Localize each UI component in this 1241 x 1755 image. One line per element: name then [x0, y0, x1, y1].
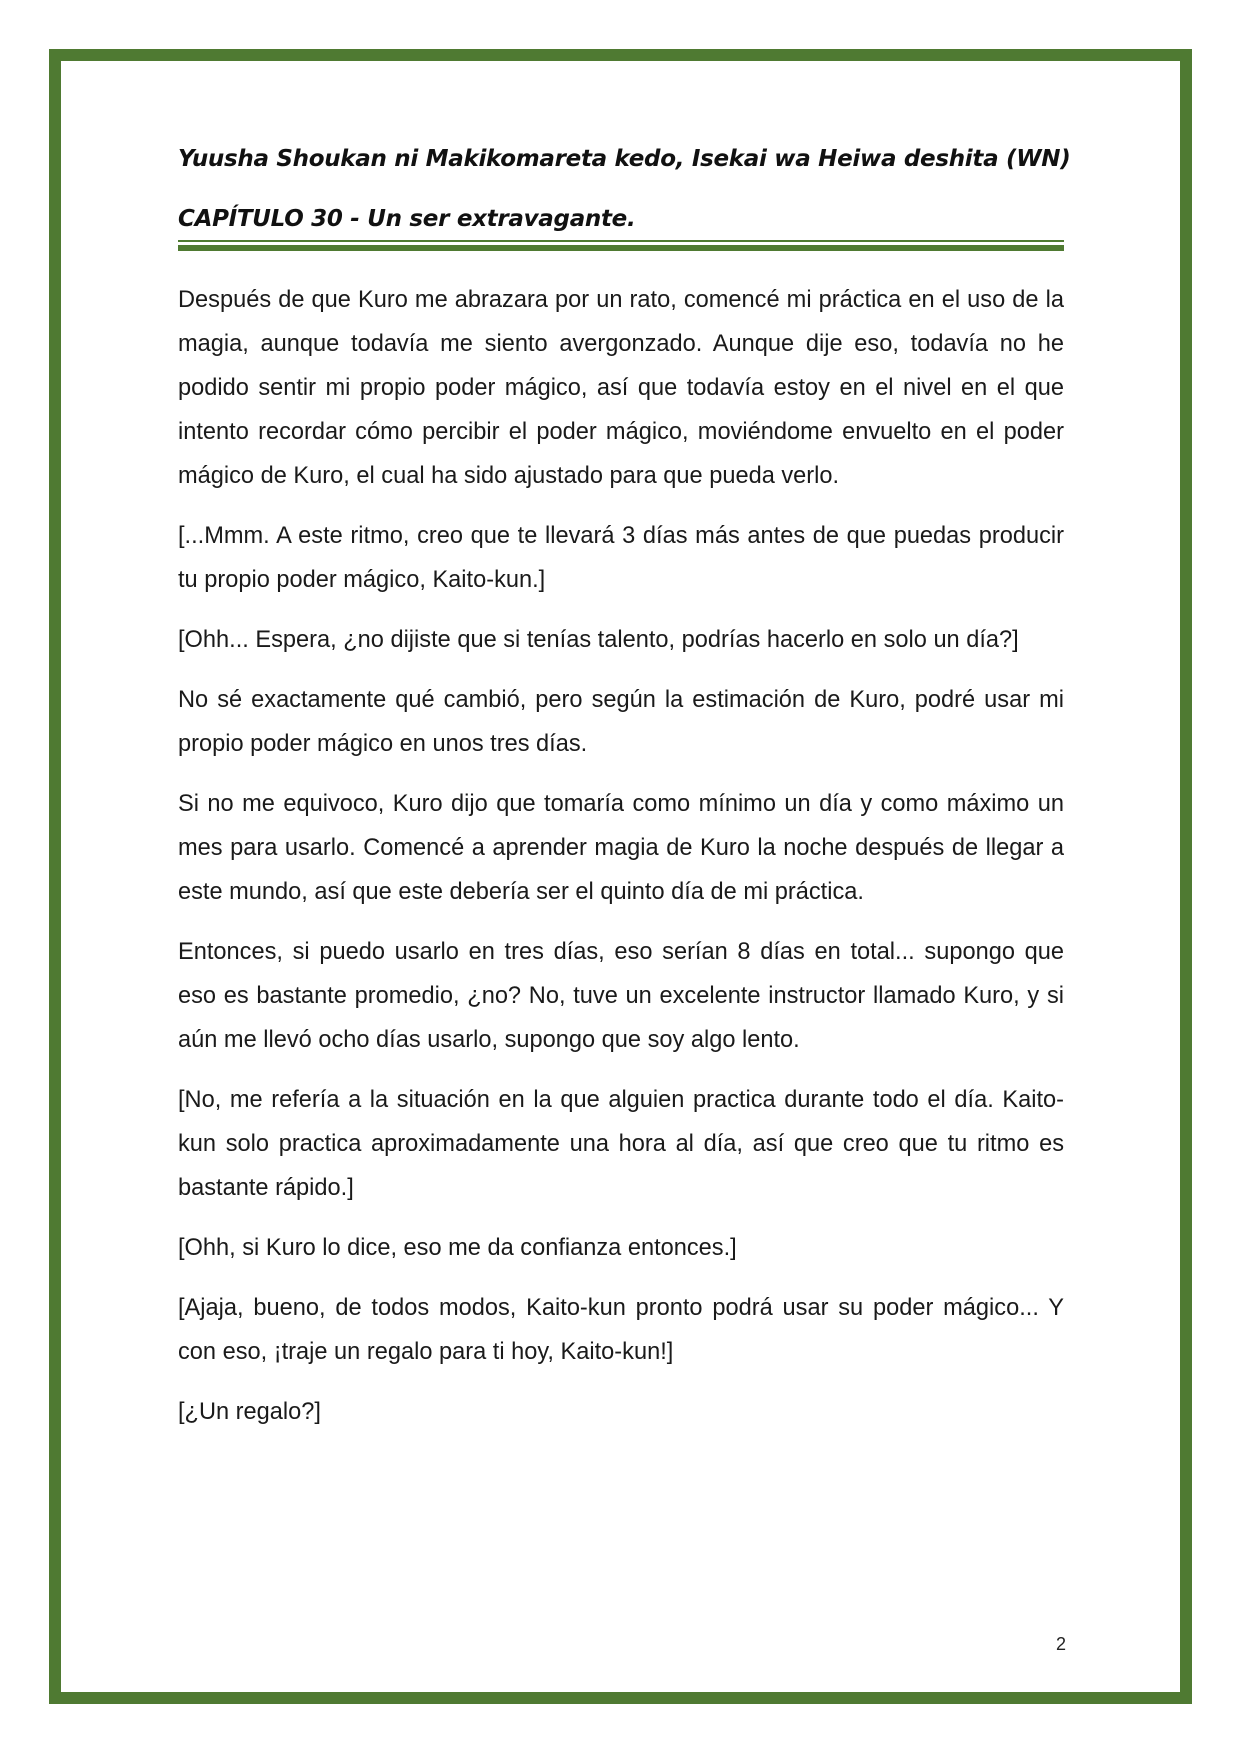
- paragraph-4: No sé exactamente qué cambió, pero según la estimación de Kuro, podré usar mi propio poder mágico en unos tres días.: [178, 687, 1064, 757]
- paragraph-6: Entonces, si puedo usarlo en tres días, eso serían 8 días en total... supongo que eso es bastante promedio, ¿no? No, tuve un excelente instructor llamado Kuro, y si aún me llevó ocho días usarlo, supongo que soy algo lento.: [178, 939, 1064, 1053]
- chapter-title: CAPÍTULO 30 - Un ser extravagante.: [178, 206, 636, 232]
- paragraph-2: [...Mmm. A este ritmo, creo que te llevará 3 días más antes de que puedas producir tu propio poder mágico, Kaito-kun.]: [178, 523, 1064, 593]
- paragraph-8: [Ohh, si Kuro lo dice, eso me da confianza entonces.]: [178, 1235, 737, 1261]
- paragraph-3: [Ohh... Espera, ¿no dijiste que si tenías talento, podrías hacerlo en solo un día?]: [178, 627, 1019, 653]
- series-title: Yuusha Shoukan ni Makikomareta kedo, Isekai wa Heiwa deshita (WN): [178, 146, 1071, 172]
- paragraph-7: [No, me refería a la situación en la que alguien practica durante todo el día. Kaito-kun solo practica aproximadamente una hora al día, así que creo que tu ritmo es bastante rápido.]: [178, 1087, 1064, 1201]
- title-divider-thin: [178, 240, 1064, 242]
- paragraph-5: Si no me equivoco, Kuro dijo que tomaría como mínimo un día y como máximo un mes para usarlo. Comencé a aprender magia de Kuro la noche después de llegar a este mundo, así que este debería ser el quinto día de mi práctica.: [178, 791, 1064, 905]
- paragraph-1: Después de que Kuro me abrazara por un rato, comencé mi práctica en el uso de la magia, aunque todavía me siento avergonzado. Aunque dije eso, todavía no he podido sentir mi propio poder mágico, así que todavía estoy en el nivel en el que intento recordar cómo percibir el poder mágico, moviéndome envuelto en el poder mágico de Kuro, el cual ha sido ajustado para que pueda verlo.: [178, 287, 1064, 489]
- paragraph-9: [Ajaja, bueno, de todos modos, Kaito-kun pronto podrá usar su poder mágico... Y con eso, ¡traje un regalo para ti hoy, Kaito-kun!]: [178, 1295, 1064, 1365]
- paragraph-10: [¿Un regalo?]: [178, 1399, 321, 1425]
- page-number: 2: [1055, 1634, 1066, 1654]
- chapter-body: [178, 278, 1064, 1450]
- title-divider-thick: [178, 245, 1064, 251]
